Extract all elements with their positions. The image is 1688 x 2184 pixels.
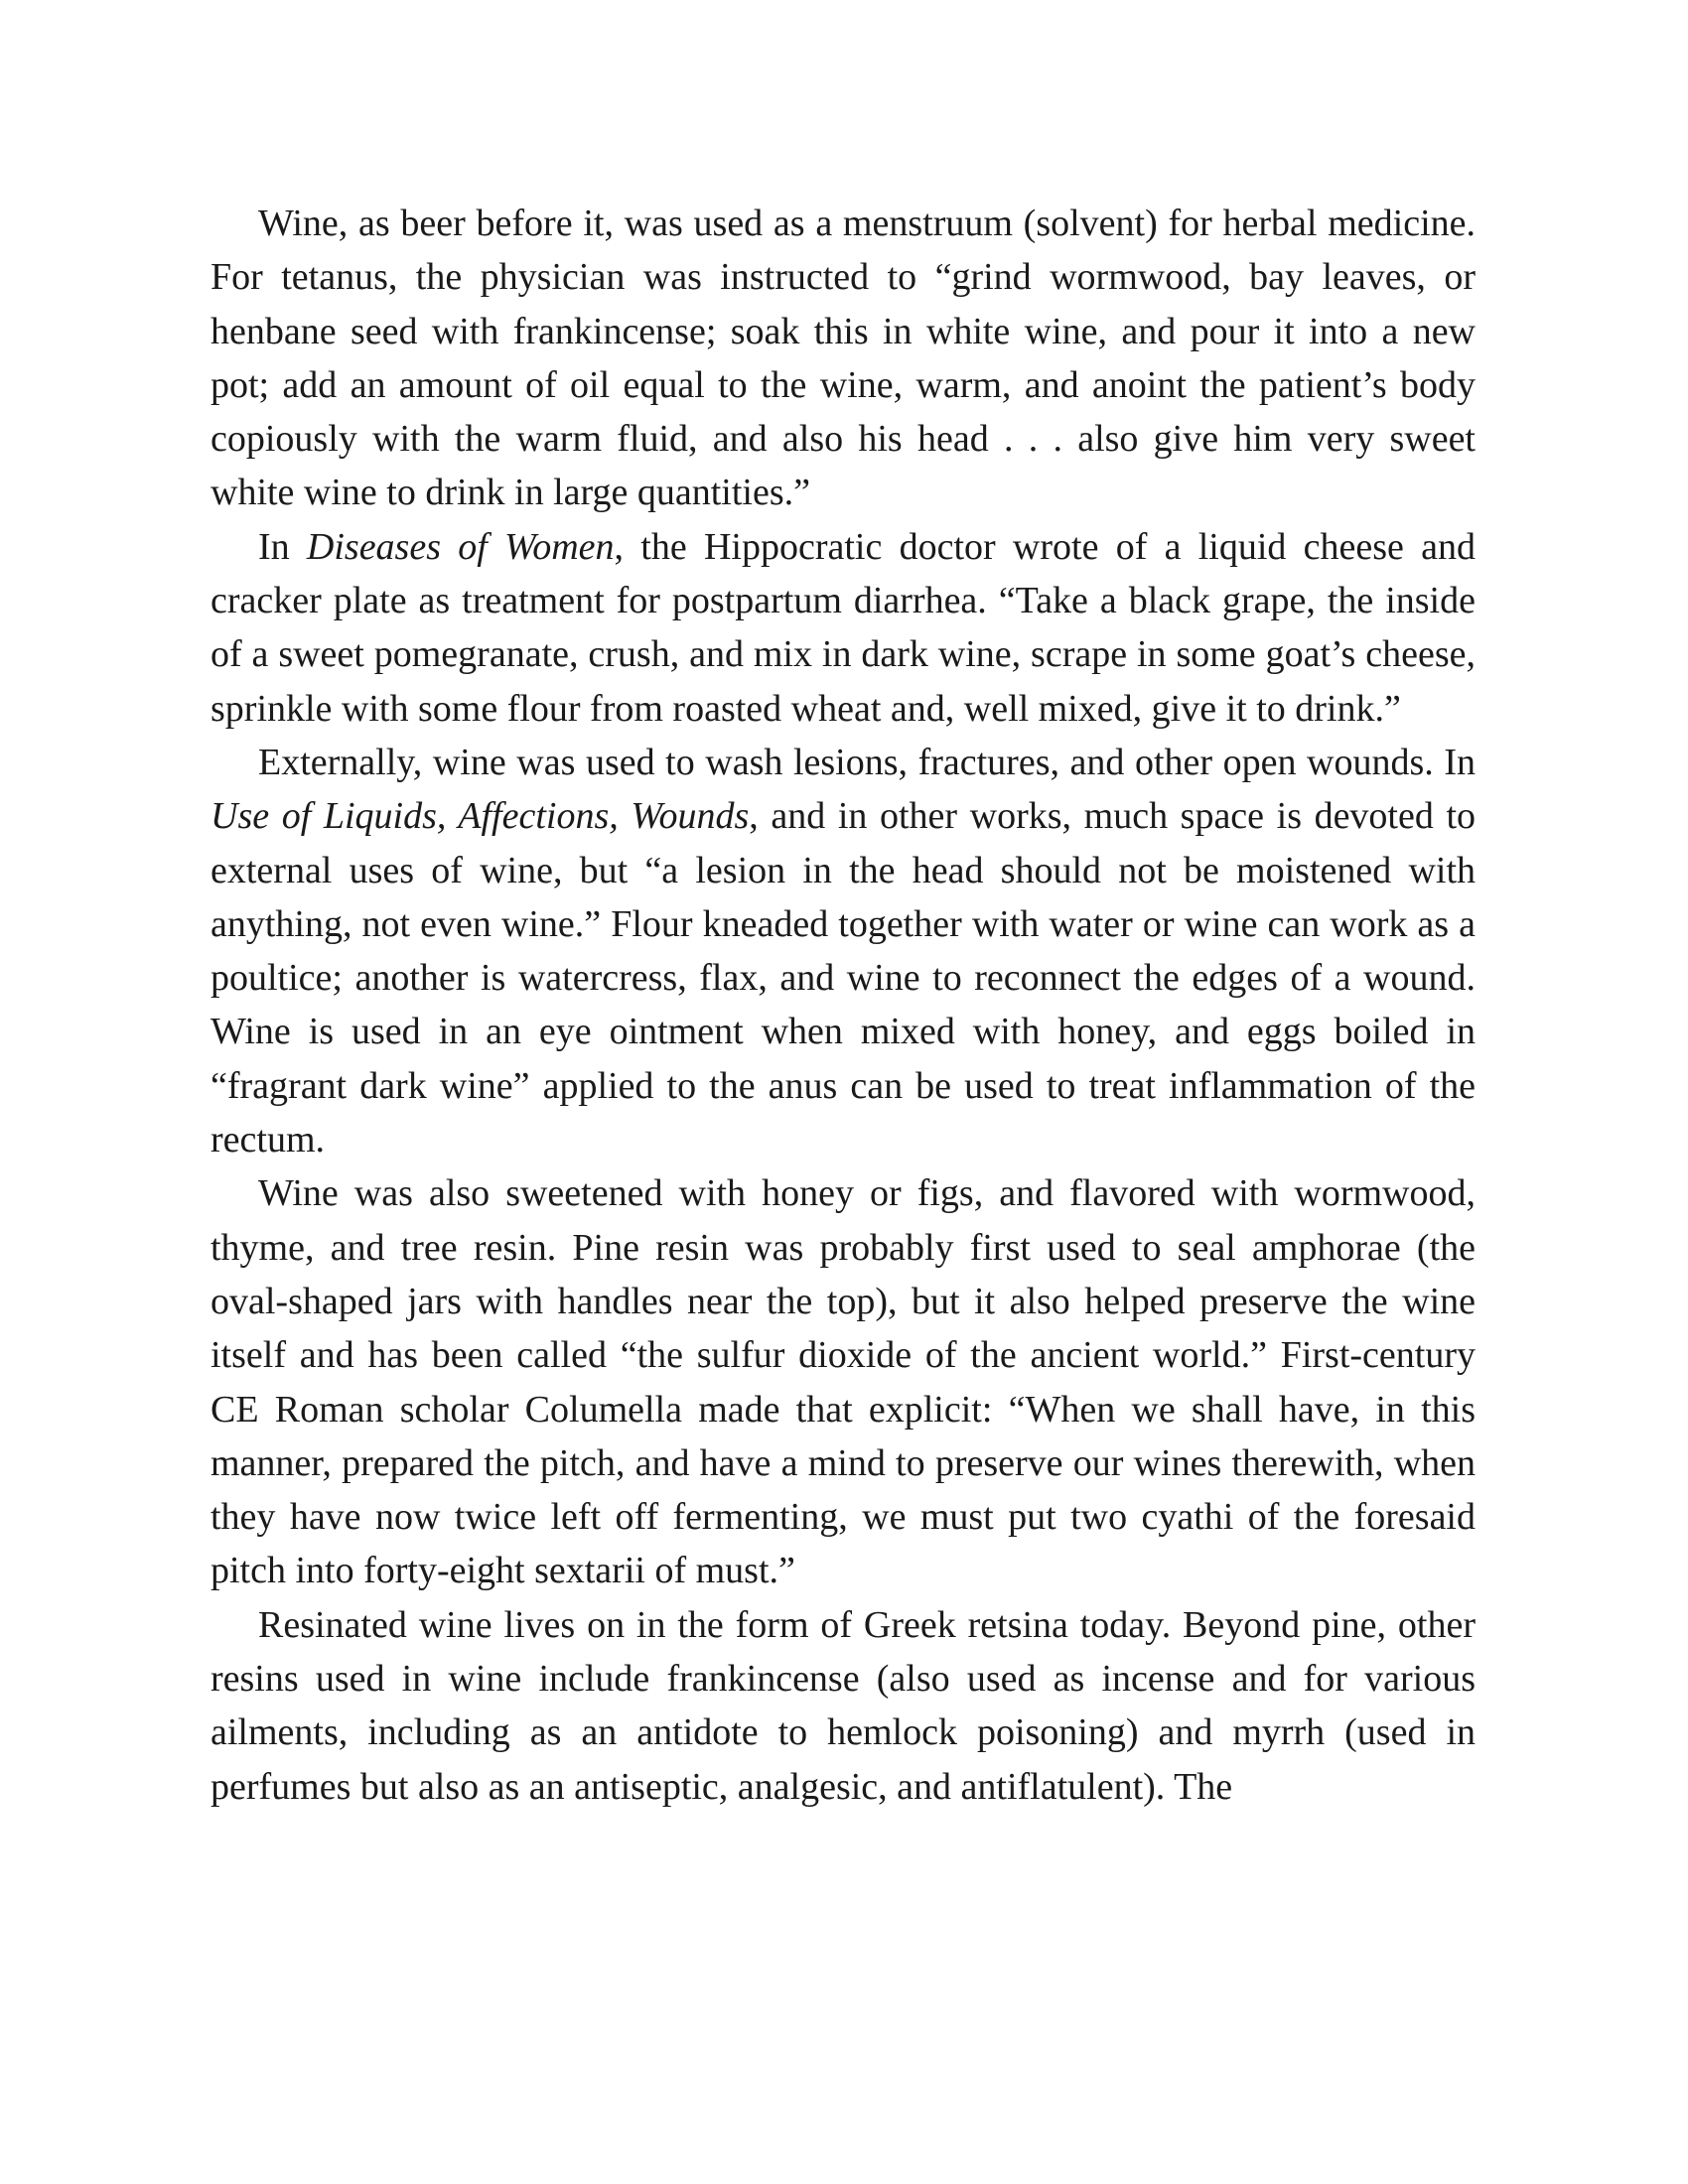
work-title: Diseases of Women <box>306 525 615 568</box>
paragraph-text: Resinated wine lives on in the form of Greek retsina today. Beyond pine, other resins used in wine include frankincense (also used as incense and for various ailments, including as an antidote to hemlock poisoning) and myrrh (used in perfumes but also as an antiseptic, analgesic, and antiflatulent). The <box>211 1603 1476 1808</box>
body-text <box>211 197 1476 1814</box>
work-title: Use of Liquids, Affections, Wounds <box>211 795 750 838</box>
paragraph-text: , and in other works, much space is devoted to external uses of wine, but “a lesion in the head should not be moistened with anything, not even wine.” Flour kneaded together with water or wine can work as a poultice; another is watercress, flax, and wine to reconnect the edges of a wound. Wine is used in an eye ointment when mixed with honey, and eggs boiled in “fragrant dark wine” applied to the anus can be used to treat inflammation of the rectum. <box>211 795 1477 1161</box>
paragraph-sweetened-resin <box>211 1166 1476 1597</box>
paragraph-text: Externally, wine was used to wash lesions, fractures, and other open wounds. In <box>258 741 1476 783</box>
paragraph-text: Wine, as beer before it, was used as a menstruum (solvent) for herbal medicine. For tetanus, the physician was instructed to “grind wormwood, bay leaves, or henbane seed with frankincense; soak this in white wine, and pour it into a new pot; add an amount of oil equal to the wine, warm, and anoint the patient’s body copiously with the warm fluid, and also his head . . . also give him very sweet white wine to drink in large quantities.” <box>211 203 1476 514</box>
paragraph-text: , the Hippocratic doctor wrote of a liquid cheese and cracker plate as treatment for postpartum diarrhea. “Take a black grape, the inside of a sweet pomegranate, crush, and mix in dark wine, scrape in some goat’s cheese, sprinkle with some flour from roasted wheat and, well mixed, give it to drink.” <box>211 525 1476 730</box>
paragraph-wine-menstruum <box>211 197 1476 520</box>
paragraph-diseases-of-women <box>211 520 1476 736</box>
paragraph-external-uses <box>211 736 1476 1166</box>
paragraph-resinated-wine <box>211 1598 1476 1814</box>
paragraph-text: Wine was also sweetened with honey or figs, and flavored with wormwood, thyme, and tree resin. Pine resin was probably first used to seal amphorae (the oval-shaped jars with handles near the top), but it also helped preserve the wine itself and has been called “the sulfur dioxide of the ancient world.” First-century CE Roman scholar Columella made that explicit: “When we shall have, in this manner, prepared the pitch, and have a mind to preserve our wines therewith, when they have now twice left off fermenting, we must put two cyathi of the foresaid pitch into forty-eight sextarii of must.” <box>211 1172 1476 1592</box>
paragraph-text: In <box>258 525 307 568</box>
